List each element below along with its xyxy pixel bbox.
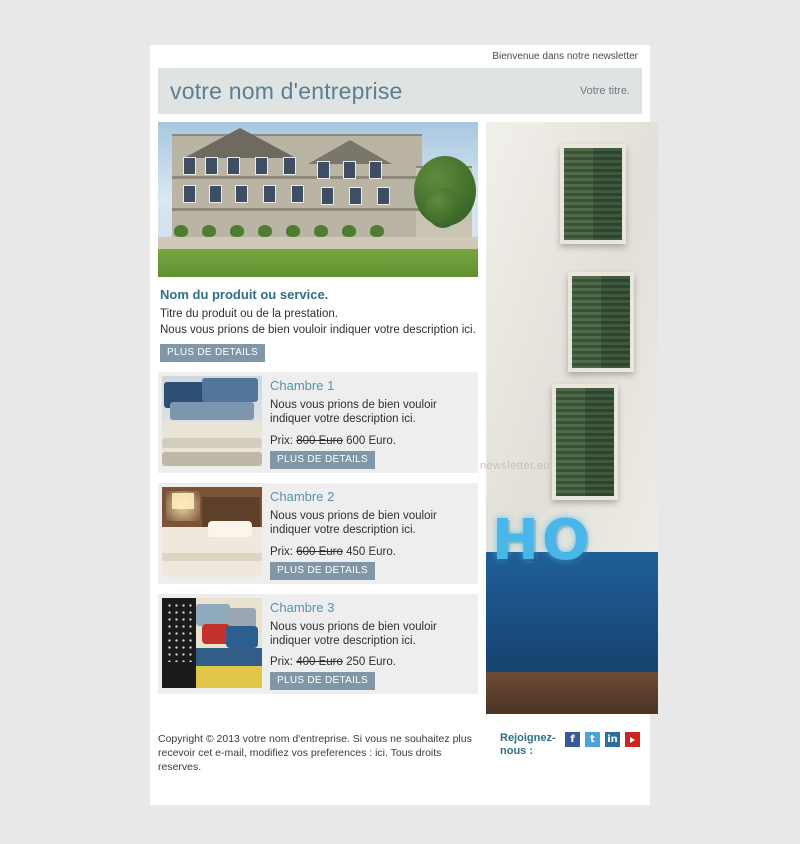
hero-bush <box>230 225 244 237</box>
sofa-seat-shape <box>196 648 262 666</box>
hero-bush <box>286 225 300 237</box>
hero-bush <box>202 225 216 237</box>
hero-window <box>236 186 247 202</box>
hero-roof-left <box>184 128 296 158</box>
hero-bush <box>370 225 384 237</box>
product-intro <box>158 277 478 362</box>
facebook-icon[interactable]: f <box>565 732 580 747</box>
hotel-facade-photo <box>486 122 658 714</box>
room-3-title: Chambre 3 <box>270 599 335 615</box>
room-1-price-label: Prix: <box>270 434 293 447</box>
room-2-details-button[interactable]: PLUS DE DETAILS <box>270 562 375 580</box>
room-1-info <box>270 376 474 469</box>
hero-window <box>210 186 221 202</box>
hero-window <box>264 186 275 202</box>
hero-roof-right <box>308 140 392 164</box>
cushion-shape <box>226 608 256 628</box>
room-3-price-old: 400 Euro <box>296 656 343 669</box>
floor-shape <box>196 666 262 688</box>
hero-window <box>184 158 195 174</box>
bedsheet-fold-shape <box>162 553 262 561</box>
room-card-2 <box>158 483 478 584</box>
room-card-3 <box>158 594 478 695</box>
room-3-photo[interactable] <box>162 598 262 688</box>
room-1-photo[interactable] <box>162 376 262 466</box>
hero-window <box>344 162 355 178</box>
room-1-price-old: 800 Euro <box>296 434 343 447</box>
hero-window <box>228 158 239 174</box>
shutter-right <box>593 148 622 240</box>
room-1-price-new: 600 Euro. <box>346 434 396 447</box>
hero-floor-line-1 <box>172 176 422 179</box>
product-subtitle: Titre du produit ou de la prestation. <box>160 308 338 320</box>
youtube-icon[interactable] <box>625 732 640 747</box>
right-column <box>486 122 658 714</box>
email-footer <box>158 724 642 782</box>
header-subtitle: Votre titre. <box>579 85 630 97</box>
pillow-shape <box>170 402 254 420</box>
room-1-details-button[interactable]: PLUS DE DETAILS <box>270 451 375 469</box>
room-2-price-label: Prix: <box>270 545 293 558</box>
hero-window <box>256 158 267 174</box>
shutter-right <box>601 276 630 368</box>
social-label: Rejoignez-nous : <box>500 732 556 758</box>
shuttered-window <box>568 272 634 372</box>
shutter-right <box>585 388 614 496</box>
cushion-shape <box>196 604 230 626</box>
shutter-left <box>564 148 593 240</box>
hero-window <box>292 186 303 202</box>
shuttered-window <box>560 144 626 244</box>
hero-window <box>378 188 389 204</box>
pillow-shape <box>202 378 258 402</box>
footer-copyright: Copyright © 2013 votre nom d'entreprise. Si vous ne souhaitez plus recevoir cet e-mail, modifiez vos preferences : ici. Tous droits reserves. <box>158 733 472 774</box>
pillow-shape <box>208 521 252 537</box>
lamp-glow-shape <box>166 491 200 521</box>
bedsheet-fold-shape <box>162 438 262 448</box>
hero-hotel-photo <box>158 122 478 277</box>
hero-floor-line-2 <box>172 208 422 211</box>
hero-window <box>322 188 333 204</box>
left-column <box>158 122 478 714</box>
email-body <box>150 114 650 714</box>
room-3-info <box>270 598 474 691</box>
room-3-description: Nous vous prions de bien vouloir indiquer votre description ici. <box>270 620 437 647</box>
neon-hotel-sign: HO <box>492 508 593 573</box>
hero-window <box>184 186 195 202</box>
linkedin-icon[interactable]: in <box>605 732 620 747</box>
room-2-info <box>270 487 474 580</box>
room-3-price-label: Prix: <box>270 656 293 669</box>
shuttered-window <box>552 384 618 500</box>
preheader <box>150 45 650 68</box>
room-3-price <box>270 656 474 668</box>
watermark-text: newsletter.eu <box>480 460 551 472</box>
ground-strip <box>486 672 658 714</box>
bed-base-shape <box>162 452 262 466</box>
perforation-pattern <box>166 602 192 662</box>
twitter-icon[interactable]: t <box>585 732 600 747</box>
room-2-description: Nous vous prions de bien vouloir indiquer votre description ici. <box>270 509 437 537</box>
room-3-price-new: 250 Euro. <box>346 656 396 669</box>
hero-window <box>284 158 295 174</box>
room-card-1 <box>158 372 478 473</box>
hero-bush <box>342 225 356 237</box>
product-title: Nom du produit ou service. <box>160 287 329 302</box>
company-name: votre nom d'entreprise <box>170 77 403 104</box>
hero-window <box>350 188 361 204</box>
room-1-description: Nous vous prions de bien vouloir indiquer votre description ici. <box>270 399 437 426</box>
hero-window <box>370 162 381 178</box>
hero-window <box>206 158 217 174</box>
email-header <box>158 68 642 114</box>
play-triangle-icon <box>630 737 635 743</box>
shutter-left <box>556 388 585 496</box>
room-2-price-old: 600 Euro <box>296 545 343 558</box>
room-1-price <box>270 435 474 447</box>
product-description: Nous vous prions de bien vouloir indiquer votre description ici. <box>160 324 476 336</box>
hero-path <box>158 237 478 249</box>
preheader-text: Bienvenue dans notre newsletter <box>492 51 638 62</box>
cushion-shape-blue <box>226 626 258 648</box>
social-links <box>500 732 642 758</box>
room-2-price <box>270 546 474 558</box>
shutter-left <box>572 276 601 368</box>
room-1-title: Chambre 1 <box>270 378 335 393</box>
hero-tree-mid <box>426 188 460 228</box>
hero-bush <box>258 225 272 237</box>
hero-bush <box>314 225 328 237</box>
room-2-photo[interactable] <box>162 487 262 577</box>
room-2-title: Chambre 2 <box>270 488 335 504</box>
hero-bush <box>174 225 188 237</box>
email-newsletter-page <box>150 45 650 805</box>
room-2-price-new: 450 Euro. <box>346 545 396 558</box>
room-3-details-button[interactable]: PLUS DE DETAILS <box>270 672 375 690</box>
hero-window <box>318 162 329 178</box>
product-details-button[interactable]: PLUS DE DETAILS <box>160 344 265 362</box>
